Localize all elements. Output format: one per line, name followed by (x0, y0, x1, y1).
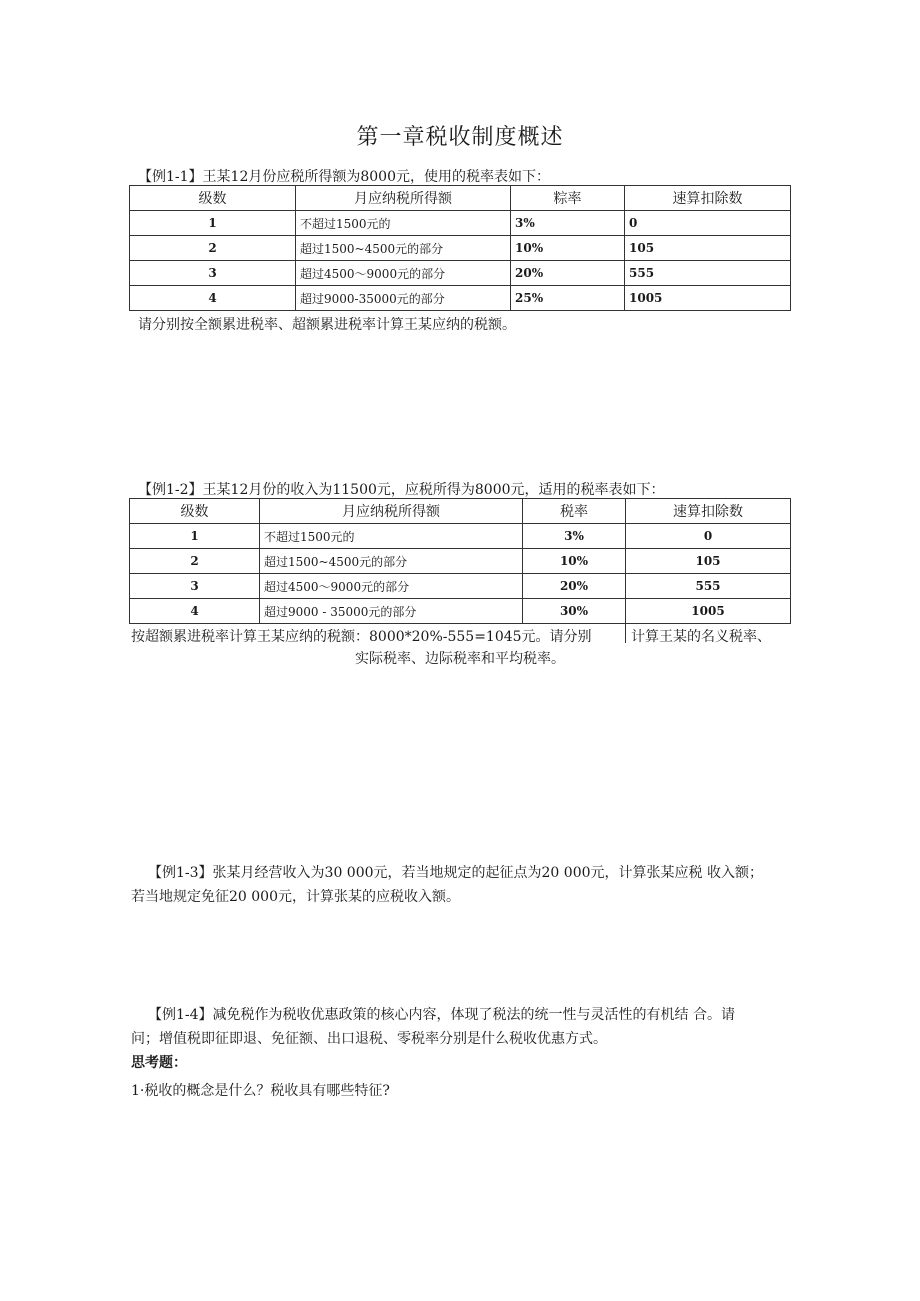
cell-deduction: 105 (625, 236, 791, 261)
header-income: 月应纳税所得额 (260, 499, 523, 524)
cell-level: 1 (130, 524, 260, 549)
example-1-2-answer-right: 计算王某的名义税率、 (631, 629, 771, 645)
cell-deduction: 1005 (626, 599, 791, 624)
cell-deduction: 1005 (625, 286, 791, 311)
header-level: 级数 (130, 186, 296, 211)
cell-rate: 3% (523, 524, 626, 549)
table-row (130, 236, 791, 261)
header-deduction: 速算扣除数 (626, 499, 791, 524)
cell-income: 超过9000-35000元的部分 (296, 286, 511, 311)
example-1-4-line1: 【例1-4】减免税作为税收优惠政策的核心内容，体现了税法的统一性与灵活性的有机结 合。请 (148, 1007, 735, 1023)
header-income: 月应纳税所得额 (296, 186, 511, 211)
cell-deduction: 0 (626, 524, 791, 549)
cell-rate: 30% (523, 599, 626, 624)
cell-rate: 20% (523, 574, 626, 599)
cell-level: 4 (130, 286, 296, 311)
cell-level: 2 (130, 549, 260, 574)
table-row (130, 261, 791, 286)
cell-income: 超过1500~4500元的部分 (296, 236, 511, 261)
table-header-row (130, 186, 791, 211)
header-level: 级数 (130, 499, 260, 524)
header-deduction: 速算扣除数 (625, 186, 791, 211)
header-rate: 粽率 (511, 186, 625, 211)
example-1-2-answer-line2: 实际税率、边际税率和平均税率。 (355, 651, 565, 667)
cell-deduction: 105 (626, 549, 791, 574)
thinking-question-1: 1·税收的概念是什么？税收具有哪些特征? (131, 1083, 390, 1099)
cell-income: 不超过1500元的 (296, 211, 511, 236)
cell-income: 超过4500～9000元的部分 (296, 261, 511, 286)
cell-rate: 20% (511, 261, 625, 286)
cell-rate: 10% (523, 549, 626, 574)
cell-income: 超过9000 - 35000元的部分 (260, 599, 523, 624)
cell-level: 1 (130, 211, 296, 236)
cell-income: 超过1500~4500元的部分 (260, 549, 523, 574)
table-row (130, 599, 791, 624)
cell-income: 超过4500～9000元的部分 (260, 574, 523, 599)
table-row (130, 211, 791, 236)
table-row (130, 574, 791, 599)
cell-level: 3 (130, 261, 296, 286)
cell-level: 3 (130, 574, 260, 599)
table-divider-fragment (625, 623, 626, 643)
example-1-2-intro: 【例1-2】王某12月份的收入为11500元，应税所得为8000元，适用的税率表如下： (138, 482, 665, 498)
example-1-1-question: 请分别按全额累进税率、超额累进税率计算王某应纳的税额。 (138, 317, 516, 333)
page-title: 第一章税收制度概述 (356, 125, 564, 150)
cell-deduction: 0 (625, 211, 791, 236)
example-1-3-line1: 【例1-3】张某月经营收入为30 000元，若当地规定的起征点为20 000元，计算张某应税 收入额； (148, 865, 763, 881)
cell-rate: 25% (511, 286, 625, 311)
example-1-3-line2: 若当地规定免征20 000元，计算张某的应税收入额。 (131, 889, 460, 905)
cell-deduction: 555 (625, 261, 791, 286)
example-1-4-line2: 问；增值税即征即退、免征额、出口退税、零税率分别是什么税收优惠方式。 (131, 1031, 607, 1047)
example-1-1-intro: 【例1-1】王某12月份应税所得额为8000元，使用的税率表如下： (138, 169, 550, 185)
header-rate: 税率 (523, 499, 626, 524)
cell-level: 4 (130, 599, 260, 624)
example-1-2-answer-left: 按超额累进税率计算王某应纳的税额：8000*20%-555=1045元。请分别 (131, 629, 592, 645)
table-row (130, 286, 791, 311)
tax-rate-table-2 (129, 498, 791, 624)
thinking-questions-heading: 思考题： (131, 1055, 187, 1071)
table-row (130, 524, 791, 549)
table-row (130, 549, 791, 574)
table-header-row (130, 499, 791, 524)
cell-rate: 10% (511, 236, 625, 261)
cell-deduction: 555 (626, 574, 791, 599)
cell-income: 不超过1500元的 (260, 524, 523, 549)
tax-rate-table-1 (129, 185, 791, 311)
cell-level: 2 (130, 236, 296, 261)
cell-rate: 3% (511, 211, 625, 236)
